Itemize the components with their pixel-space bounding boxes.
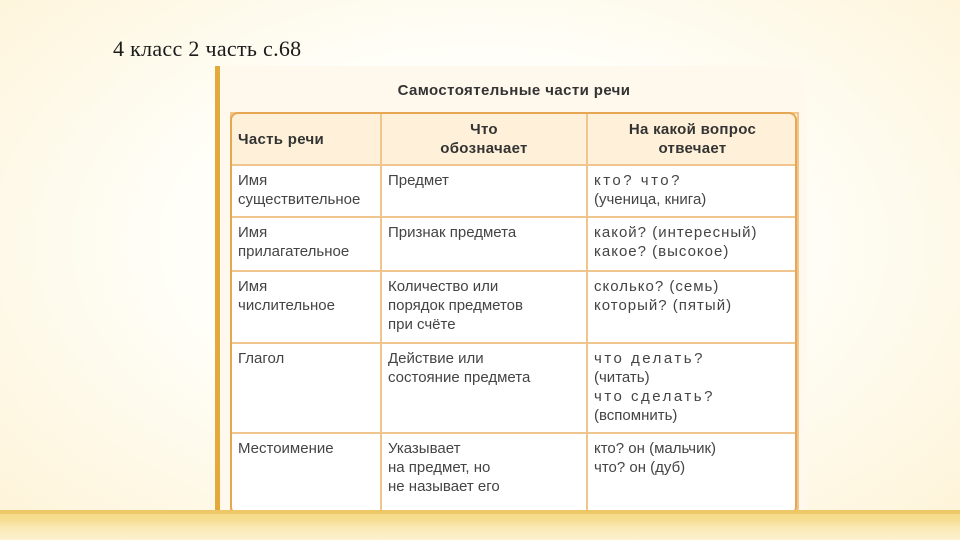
cell-question: кто? он (мальчик) что? он (дуб) <box>587 433 798 516</box>
cell-meaning: Действие или состояние предмета <box>381 343 587 433</box>
column-header-meaning: Что обозначает <box>381 113 587 165</box>
cell-question: какой? (интересный) какое? (высокое) <box>587 217 798 271</box>
cell-part: Имя существительное <box>231 165 381 217</box>
cell-part: Местоимение <box>231 433 381 516</box>
table-row <box>231 165 798 217</box>
table-row <box>231 433 798 516</box>
table-row <box>231 343 798 433</box>
table-heading: Самостоятельные части речи <box>397 82 631 99</box>
cell-meaning: Признак предмета <box>381 217 587 271</box>
cell-part: Имя числительное <box>231 271 381 343</box>
accent-vertical-line <box>215 66 220 521</box>
textbook-table-image <box>221 66 807 521</box>
table-row <box>231 271 798 343</box>
slide-title: 4 класс 2 часть с.68 <box>113 36 302 61</box>
parts-of-speech-table <box>230 112 799 517</box>
cell-question: что делать? (читать) что сделать? (вспомнить) <box>587 343 798 433</box>
cell-question: кто? что? (ученица, книга) <box>587 165 798 217</box>
column-header-question: На какой вопрос отвечает <box>587 113 798 165</box>
table-row <box>231 217 798 271</box>
cell-meaning: Предмет <box>381 165 587 217</box>
cell-meaning: Указывает на предмет, но не называет его <box>381 433 587 516</box>
cell-question: сколько? (семь) который? (пятый) <box>587 271 798 343</box>
cell-meaning: Количество или порядок предметов при счёте <box>381 271 587 343</box>
cell-part: Имя прилагательное <box>231 217 381 271</box>
column-header-part: Часть речи <box>231 113 381 165</box>
cell-part: Глагол <box>231 343 381 433</box>
table-header-row <box>231 113 798 165</box>
bottom-decorative-band <box>0 510 960 540</box>
